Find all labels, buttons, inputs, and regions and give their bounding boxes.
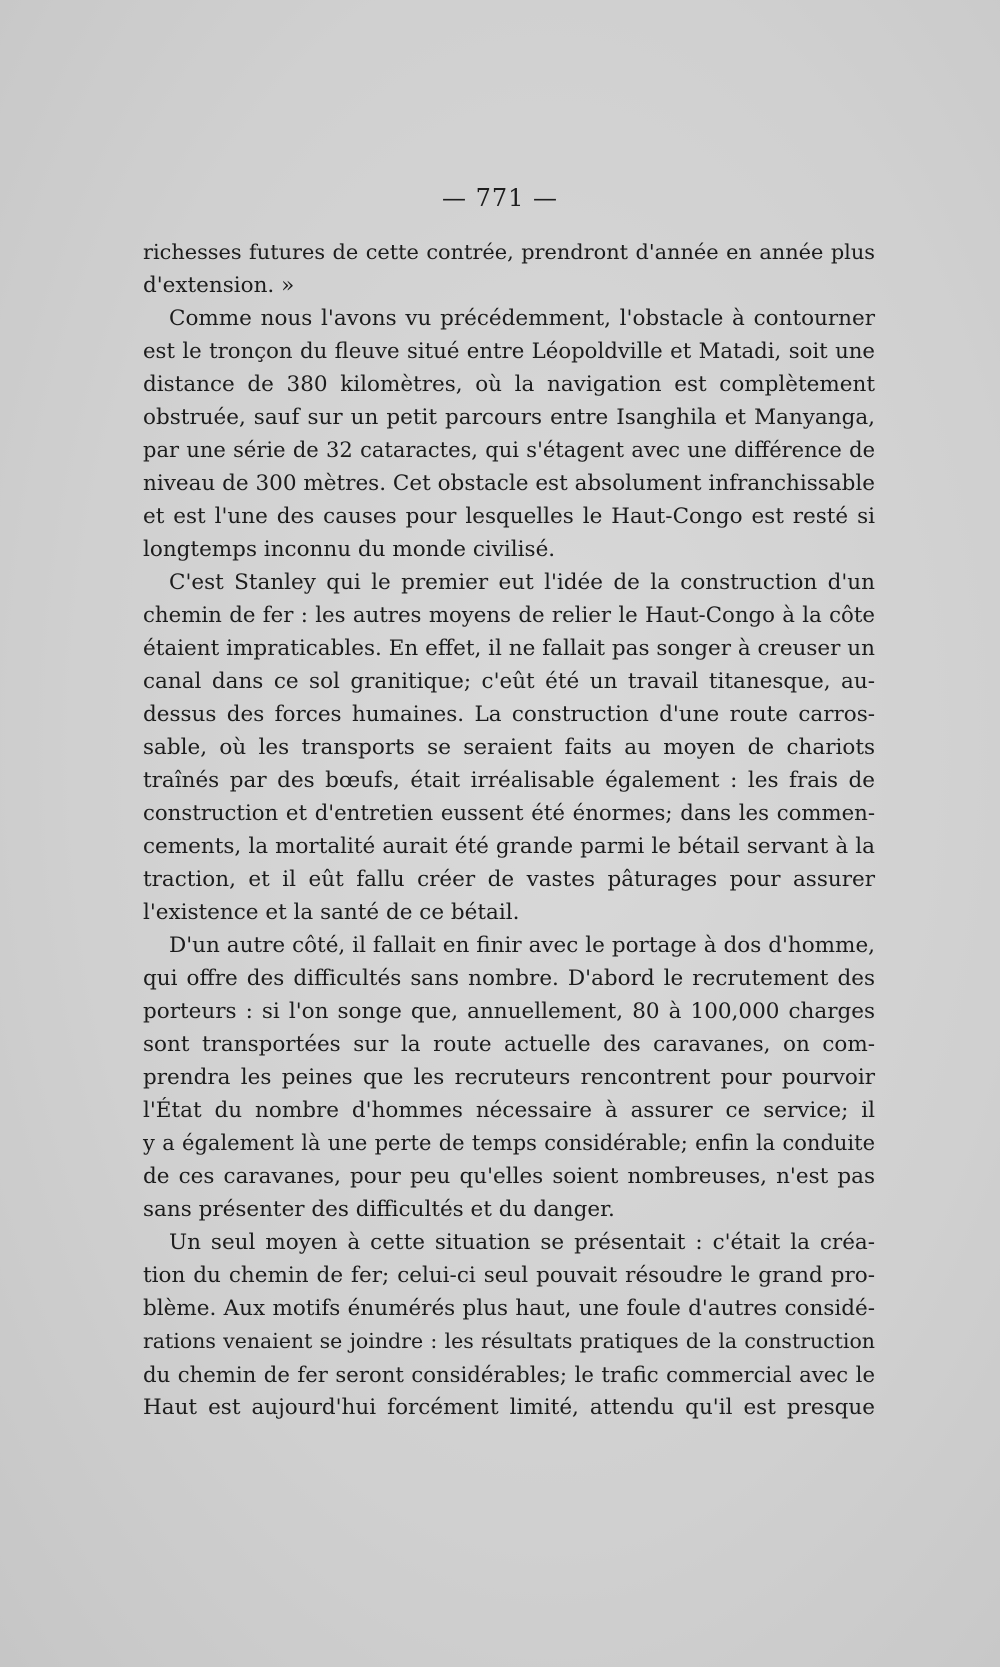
body-text [143,236,875,1424]
text-line: sont transportées sur la route actuelle des caravanes, on com- [143,1032,875,1057]
text-line: d'extension. » [143,273,295,298]
text-line: traînés par des bœufs, était irréalisable également : les frais de [143,768,875,793]
text-line: est le tronçon du fleuve situé entre Léopoldville et Matadi, soit une [143,339,875,364]
text-line: de ces caravanes, pour peu qu'elles soient nombreuses, n'est pas [143,1164,875,1189]
text-line: et est l'une des causes pour lesquelles le Haut-Congo est resté si [143,504,875,529]
text-line: tion du chemin de fer; celui-ci seul pouvait résoudre le grand pro- [143,1263,875,1288]
text-line: construction et d'entretien eussent été énormes; dans les commen- [143,801,875,826]
text-line: étaient impraticables. En effet, il ne fallait pas songer à creuser un [143,636,875,661]
text-line: par une série de 32 cataractes, qui s'étagent avec une différence de [143,438,875,462]
text-line: l'existence et la santé de ce bétail. [143,900,520,925]
text-line: sans présenter des difficultés et du danger. [143,1197,615,1222]
text-line: y a également là une perte de temps considérable; enfin la conduite [143,1131,875,1155]
text-line: l'État du nombre d'hommes nécessaire à assurer ce service; il [143,1098,875,1123]
text-line: obstruée, sauf sur un petit parcours entre Isanghila et Manyanga, [143,405,875,430]
text-line: blème. Aux motifs énumérés plus haut, une foule d'autres considé- [143,1296,875,1321]
text-line: Comme nous l'avons vu précédemment, l'obstacle à contourner [169,306,875,331]
page-number: — 771 — [441,184,559,212]
text-line: du chemin de fer seront considérables; le trafic commercial avec le [143,1362,875,1387]
text-line: D'un autre côté, il fallait en finir avec le portage à dos d'homme, [169,933,875,958]
text-line: sable, où les transports se seraient faits au moyen de chariots [143,735,875,760]
text-line: prendra les peines que les recruteurs rencontrent pour pourvoir [143,1065,875,1090]
text-line: richesses futures de cette contrée, prendront d'année en année plus [143,240,875,264]
text-line: dessus des forces humaines. La construction d'une route carros- [143,702,875,727]
text-line: canal dans ce sol granitique; c'eût été un travail titanesque, au- [143,669,875,694]
text-line: rations venaient se joindre : les résultats pratiques de la construction [143,1329,875,1353]
text-line: longtemps inconnu du monde civilisé. [143,537,556,562]
text-line: distance de 380 kilomètres, où la navigation est complètement [143,372,875,397]
text-line: C'est Stanley qui le premier eut l'idée de la construction d'un [169,570,875,595]
text-line: Un seul moyen à cette situation se présentait : c'était la créa- [169,1230,875,1255]
text-line: Haut est aujourd'hui forcément limité, attendu qu'il est presque [143,1395,875,1420]
text-line: chemin de fer : les autres moyens de relier le Haut-Congo à la côte [143,603,875,628]
text-line: niveau de 300 mètres. Cet obstacle est absolument infranchissable [143,471,875,496]
text-line: traction, et il eût fallu créer de vastes pâturages pour assurer [143,867,875,892]
text-line: porteurs : si l'on songe que, annuellement, 80 à 100,000 charges [143,999,875,1024]
text-line: cements, la mortalité aurait été grande parmi le bétail servant à la [143,834,875,859]
text-line: qui offre des difficultés sans nombre. D'abord le recrutement des [143,966,875,991]
